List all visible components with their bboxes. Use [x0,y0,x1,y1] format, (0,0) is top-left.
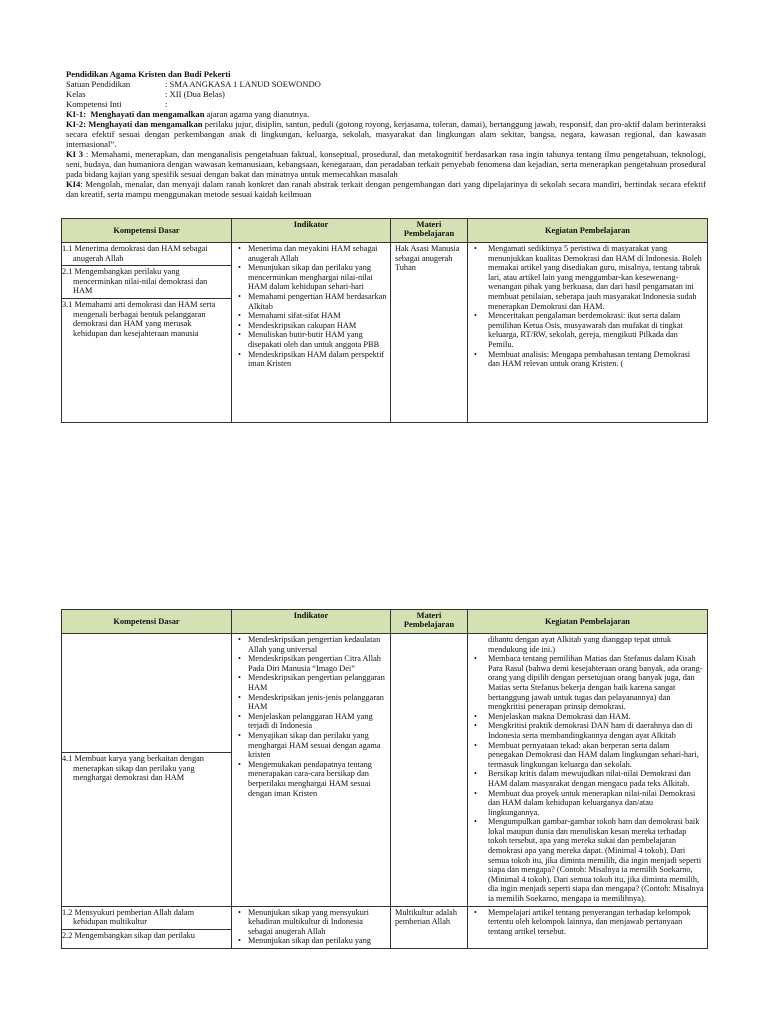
col-header-materi: Materi Pembelajaran [391,219,468,243]
list-item: • Mendeskripsikan pengertian pelanggaran HAM [235,673,387,692]
list-item: • Menyajikan sikap dan perilaku yang menghargai HAM sesuai dengan agama kristen [235,731,387,760]
meta-label: Kelas [66,89,86,99]
meta-row-class [66,89,706,99]
col-header-indikator: Indikator [232,610,391,634]
table-header-row [62,219,708,243]
list-item: • Mendeskripsikan jenis-jenis pelanggaran HAM [235,693,387,712]
kd-item: 1.1 Menerima demokrasi dan HAM sebagai anugerah Allah [62,243,231,266]
meta-label: Kompetensi Inti [66,99,122,109]
kd-item: 3.1 Memahami arti demokrasi dan HAM serta mengenali berbagai bentuk pelanggaran demokrasi dan HAM yang merusak kehidupan dan kesejahteraan manusia [62,299,216,338]
ki-1: KI-1: Menghayati dan mengamalkan ajaran agama yang dianutnya. [66,109,310,119]
kd-cell [62,243,232,423]
kegiatan-cell [468,243,708,423]
list-item: • Mendeskripsikan pengertian kedaulatan Allah yang universal [235,635,387,654]
ki-2: KI-2: Menghayati dan mengamalkan perilaku jujur, disiplin, santun, peduli (gotong royong, kerjasama, toleran, damai), bertanggung jawab, responsif, dan pro-aktif dalam berinteraksi secara efektif sesuai dengan perkembangan anak di lingkungan, keluarga, sekolah, masyarakat dan lingkungan alam sekitar, bangsa, negara, kawasan regional, dan kawasan internasional”. [66,119,706,149]
materi-cell [391,634,468,907]
materi-cell: Multikultur adalah pemberian Allah [391,906,468,948]
indikator-cell [232,906,391,948]
col-header-kegiatan: Kegiatan Pembelajaran [468,610,708,634]
list-item: • Mengkritisi praktik demokrasi DAN ham di daerahnya dan di Indonesia serta membandingkannya dengan ayat Alkitab [471,721,704,740]
meta-value: : [165,99,168,109]
kd-item: 2.2 Mengembangkan sikap dan perilaku [62,930,195,940]
subject-title: Pendidikan Agama Kristen dan Budi Pekerti [66,69,231,79]
kd-cell [62,634,232,907]
list-item: • Mengumpulkan gambar-gambar tokoh ham dan demokrasi baik lokal maupun dunia dan menuliskan kesan mereka terhadap tokoh tersebut, apa yang mereka sukai dan pembelajaran demokrasi apa yang mereka dapat. (Minimal 4 tokoh). Dari semua tokoh itu, jika diminta memilih, dia ingin menjadi seperti siapa dan mengapa? (Contoh: Misalnya ia memilih Soekarno, (Minimal 4 tokoh). Dari semua tokoh itu, jika diminta memilih, dia ingin menjadi seperti siapa dan mengapa? (Contoh: Misalnya ia memilih Soekarno, mengapa ia memilihnya). [471,817,704,903]
kegiatan-cell [468,634,708,907]
kd-item: 1.2 Mensyukuri pemberian Allah dalam kehidupan multikultur [62,907,231,930]
ki-4: KI4: Mengolah, menalar, dan menyaji dalam ranah konkret dan ranah abstrak terkait dengan pengembangan dari yang dipelajarinya di sekolah secara mandiri, bertindak secara efektif dan kreatif, serta mampu menggunakan metode sesuai kaidah keilmuan [66,179,706,199]
list-item: • Menunjukan sikap dan perilaku yang [235,936,387,946]
list-item: • Membuat analisis: Mengapa pembahasan tentang Demokrasi dan HAM relevan untuk orang Kristen. ( [471,350,704,369]
kegiatan-cell [468,906,708,948]
table-row [62,243,708,423]
list-item: • Membaca tentang pemilihan Matias dan Stefanus dalam Kisah Para Rasul (bahwa demi kesejahteraan orang banyak, ada orang-orang yang dipilih dengan persetujuan orang banyak juga, dan Matias serta Stefanus bekerja dengan baik karena sangat bertanggung jawab untuk tugas dan pelayanannya) dan mengkritisi penerapan prinsip demokrasi. [471,654,704,712]
table-row [62,634,708,907]
meta-row-ki [66,99,706,109]
kd-item: 4.1 Membuat karya yang berkaitan dengan menerapkan sikap dan perilaku yang menghargai demokrasi dan HAM [62,754,204,783]
col-header-kd: Kompetensi Dasar [62,219,232,243]
meta-label: Satuan Pendidikan [66,79,131,89]
indikator-cell [232,243,391,423]
syllabus-table-2 [61,609,708,949]
list-item: • Memahami sifat-sifat HAM [235,311,387,321]
list-item: • Mengamati sedikitnya 5 peristiwa di masyarakat yang menunjukkan kualitas Demokrasi dan HAM di Indonesia. Boleh memakai artikel yang disediakan guru, misalnya, tentang tabrak lari, atau artikel lain yang menggambar-kan kesewenang-wenangan pihak yang berkuasa, dan dari hasil pengamatan ini membuat penilaian, seberapa jauh masyarakat Indonesia sudah menerapkan Demokrasi dan HAM. [471,244,704,311]
kd-item: 2.1 Mengembangkan perilaku yang mencerminkan nilai-nilai demokrasi dan HAM [62,266,231,299]
list-item: • Menunjukan sikap dan perilaku yang mencerminkan menghargai nilai-nilai HAM dalam kehidupan sehari-hari [235,263,387,292]
list-item: • Memahami pengertian HAM berdasarkan Alkitab [235,292,387,311]
syllabus-table-1 [61,218,708,423]
table-header-row [62,610,708,634]
list-item: • Menuliskan butir-butir HAM yang disepakati oleh dan untuk anggota PBB [235,330,387,349]
document-header [66,69,706,199]
kd-cell [62,906,232,948]
list-item: • Menjelaskan pelanggaran HAM yang terjadi di Indonesia [235,712,387,731]
list-item: • Membuat dua proyek untuk menerapkan nilai-nilai Demokrasi dan HAM dalam kehidupan keluarganya dan/atau lingkungannya. [471,789,704,818]
col-header-materi: Materi Pembelajaran [391,610,468,634]
kd-empty [62,634,231,753]
indikator-cell [232,634,391,907]
meta-value: : SMA ANGKASA 1 LANUD SOEWONDO [165,79,321,89]
list-item: • Menunjukan sikap yang mensyukuri kehadiran multikultur di Indonesia sebagai anugerah Allah [235,908,387,937]
col-header-kd: Kompetensi Dasar [62,610,232,634]
list-item: • Mendeskripsikan HAM dalam perspektif iman Kristen [235,350,387,369]
list-item: • Mendeskripsikan pengertian Citra Allah Pada Diri Manusia “Imago Dei” [235,654,387,673]
list-item: • Menerima dan meyakini HAM sebagai anugerah Allah [235,244,387,263]
list-item: • Bersikap kritis dalam mewujudkan nilai-nilai Demokrasi dan HAM dalam masyarakat dengan mengacu pada teks Alkitab. [471,769,704,788]
list-item: • Menjelaskan makna Demokrasi dan HAM. [471,712,704,722]
table-row [62,906,708,948]
col-header-kegiatan: Kegiatan Pembelajaran [468,219,708,243]
meta-value: : XII (Dua Belas) [165,89,225,99]
list-item: • Mempelajari artikel tentang penyerangan terhadap kelompok tertentu oleh kelompok lainnya, dan menjawab pertanyaan tentang artikel tersebut. [471,908,704,937]
list-item: • Membuat pernyataan tekad: akan berperan serta dalam penegakan Demokrasi dan HAM dalam lingkungan sehari-hari, termasuk lingkungan keluarga dan sekolah. [471,741,704,770]
ki-3: KI 3 : Memahami, menerapkan, dan menganalisis pengetahuan faktual, konseptual, prosedural, dan metakognitif berdasarkan rasa ingin tahunya tentang ilmu pengetahuan, teknologi, seni, budaya, dan humaniora dengan wawasan kemanusiaan, kebangsaan, kenegaraan, dan peradaban terkait penyebab fenomena dan kejadian, serta menerapkan pengetahuan prosedural pada bidang kajian yang spesifik sesuai dengan bakat dan minatnya untuk memecahkan masalah [66,149,706,179]
meta-row-school [66,79,706,89]
list-item: • Mengemukakan pendapatnya tentang menerapakan cara-cara bersikap dan berperilaku menghargai HAM sesuai dengan iman Kristen [235,760,387,798]
materi-cell: Hak Asasi Manusia sebagai anugerah Tuhan [391,243,468,423]
list-item: • Mendeskripsikan cakupan HAM [235,321,387,331]
list-item: • Menceritakan pengalaman berdemokrasi: ikut serta dalam pemilihan Ketua Osis, musyawarah dan mufakat di tingkat keluarga, RT/RW, sekolah, gereja, mengikuti Pilkada dan Pemilu. [471,311,704,349]
kegiatan-continued: dibantu dengan ayat Alkitab yang dianggap tepat untuk mendukung ide ini.) [488,635,672,654]
col-header-indikator: Indikator [232,219,391,243]
